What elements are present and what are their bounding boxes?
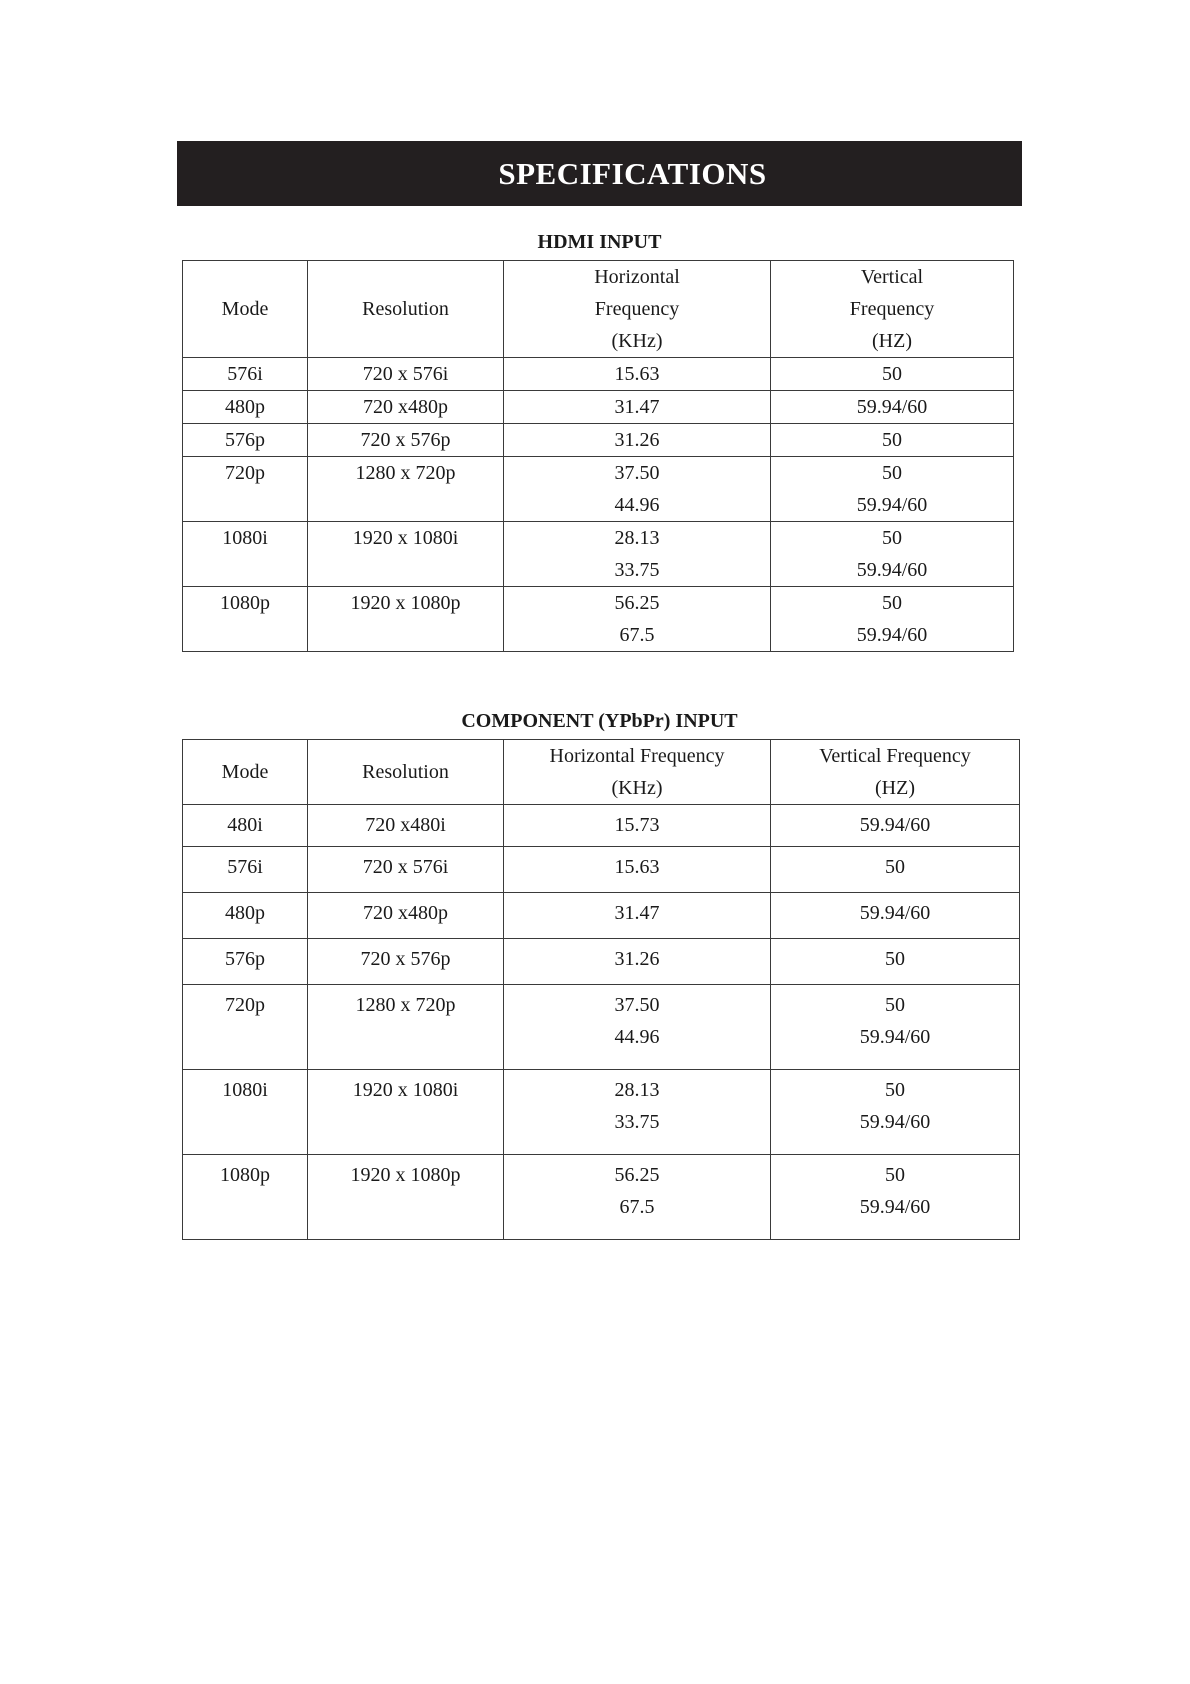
vfreq-value: 50 [882,592,902,614]
hfreq-cell: 31.26 [504,939,771,985]
hfreq-value: 28.13 [614,1079,660,1101]
vfreq-cell [771,457,1014,522]
table-row [183,847,1020,893]
vfreq-value: 59.94/60 [856,494,928,516]
vfreq-value: 59.94/60 [856,624,928,646]
header-line: (KHz) [611,777,663,799]
table-row [183,358,1014,391]
header-line: Horizontal Frequency [549,745,725,767]
column-header-mode: Mode [183,740,308,805]
vfreq-value: 50 [882,462,902,484]
vfreq-cell [771,522,1014,587]
vfreq-value: 59.94/60 [859,1111,931,1133]
table-row [183,1070,1020,1155]
table-row [183,805,1020,847]
resolution-cell: 1920 x 1080i [308,1070,504,1155]
resolution-cell: 1920 x 1080i [308,522,504,587]
vfreq-cell: 59.94/60 [771,391,1014,424]
mode-cell: 576i [183,847,308,893]
column-header-vertical-frequency [771,261,1014,358]
vfreq-cell [771,1155,1020,1240]
table-header-row [183,740,1020,805]
mode-cell: 1080i [183,1070,308,1155]
hfreq-cell: 15.63 [504,847,771,893]
mode-cell: 720p [183,457,308,522]
table-row [183,985,1020,1070]
header-line: Frequency [849,298,935,320]
resolution-cell: 1920 x 1080p [308,587,504,652]
hdmi-spec-table [182,260,1014,652]
header-line: (HZ) [872,330,912,352]
hfreq-value: 56.25 [614,1164,660,1186]
hfreq-cell [504,985,771,1070]
hfreq-value: 37.50 [614,994,660,1016]
mode-cell: 1080i [183,522,308,587]
table-row [183,1155,1020,1240]
hfreq-value: 28.13 [614,527,660,549]
hfreq-value: 56.25 [614,592,660,614]
header-line: (HZ) [875,777,915,799]
table-header-row [183,261,1014,358]
hfreq-cell: 15.63 [504,358,771,391]
hfreq-cell [504,1155,771,1240]
specifications-banner [177,141,1022,206]
resolution-cell: 1920 x 1080p [308,1155,504,1240]
vfreq-value: 59.94/60 [859,1196,931,1218]
vfreq-cell [771,985,1020,1070]
vfreq-value: 50 [885,1079,905,1101]
hfreq-value: 33.75 [614,559,660,581]
resolution-cell: 720 x480p [308,893,504,939]
resolution-cell: 720 x480i [308,805,504,847]
vfreq-cell: 50 [771,847,1020,893]
resolution-cell: 720 x 576p [308,424,504,457]
header-line: Vertical [860,266,924,288]
mode-cell: 1080p [183,1155,308,1240]
header-line: (KHz) [611,330,663,352]
resolution-cell: 1280 x 720p [308,985,504,1070]
hfreq-value: 67.5 [619,1196,655,1218]
hfreq-cell: 31.47 [504,391,771,424]
page-title: SPECIFICATIONS [498,155,767,191]
header-line: Horizontal [594,266,680,288]
resolution-cell: 1280 x 720p [308,457,504,522]
table-row [183,893,1020,939]
table-row [183,939,1020,985]
hfreq-cell [504,587,771,652]
column-header-vertical-frequency [771,740,1020,805]
column-header-resolution: Resolution [308,740,504,805]
column-header-mode: Mode [183,261,308,358]
vfreq-cell [771,587,1014,652]
vfreq-value: 59.94/60 [859,1026,931,1048]
hfreq-cell [504,522,771,587]
mode-cell: 576p [183,939,308,985]
component-spec-table [182,739,1020,1240]
hfreq-cell [504,1070,771,1155]
table-row [183,391,1014,424]
vfreq-cell: 50 [771,424,1014,457]
resolution-cell: 720 x480p [308,391,504,424]
mode-cell: 1080p [183,587,308,652]
column-header-horizontal-frequency [504,740,771,805]
hfreq-value: 44.96 [614,494,660,516]
resolution-cell: 720 x 576p [308,939,504,985]
table-row [183,587,1014,652]
mode-cell: 720p [183,985,308,1070]
table-row [183,522,1014,587]
column-header-horizontal-frequency [504,261,771,358]
mode-cell: 480p [183,893,308,939]
header-line: Frequency [594,298,680,320]
component-section-title: COMPONENT (YPbPr) INPUT [461,710,738,732]
vfreq-cell: 50 [771,939,1020,985]
resolution-cell: 720 x 576i [308,847,504,893]
mode-cell: 576i [183,358,308,391]
vfreq-cell: 59.94/60 [771,893,1020,939]
mode-cell: 576p [183,424,308,457]
hfreq-cell: 31.26 [504,424,771,457]
vfreq-cell [771,1070,1020,1155]
table-row [183,457,1014,522]
mode-cell: 480p [183,391,308,424]
column-header-resolution: Resolution [308,261,504,358]
hfreq-value: 37.50 [614,462,660,484]
header-line: Vertical Frequency [819,745,971,767]
hfreq-value: 67.5 [619,624,655,646]
mode-cell: 480i [183,805,308,847]
vfreq-value: 50 [882,527,902,549]
hfreq-value: 33.75 [614,1111,660,1133]
resolution-cell: 720 x 576i [308,358,504,391]
hfreq-value: 44.96 [614,1026,660,1048]
hfreq-cell [504,457,771,522]
vfreq-value: 50 [885,1164,905,1186]
vfreq-value: 50 [885,994,905,1016]
vfreq-value: 59.94/60 [856,559,928,581]
hfreq-cell: 15.73 [504,805,771,847]
table-row [183,424,1014,457]
vfreq-cell: 50 [771,358,1014,391]
hdmi-section-title: HDMI INPUT [537,231,662,253]
hfreq-cell: 31.47 [504,893,771,939]
vfreq-cell: 59.94/60 [771,805,1020,847]
